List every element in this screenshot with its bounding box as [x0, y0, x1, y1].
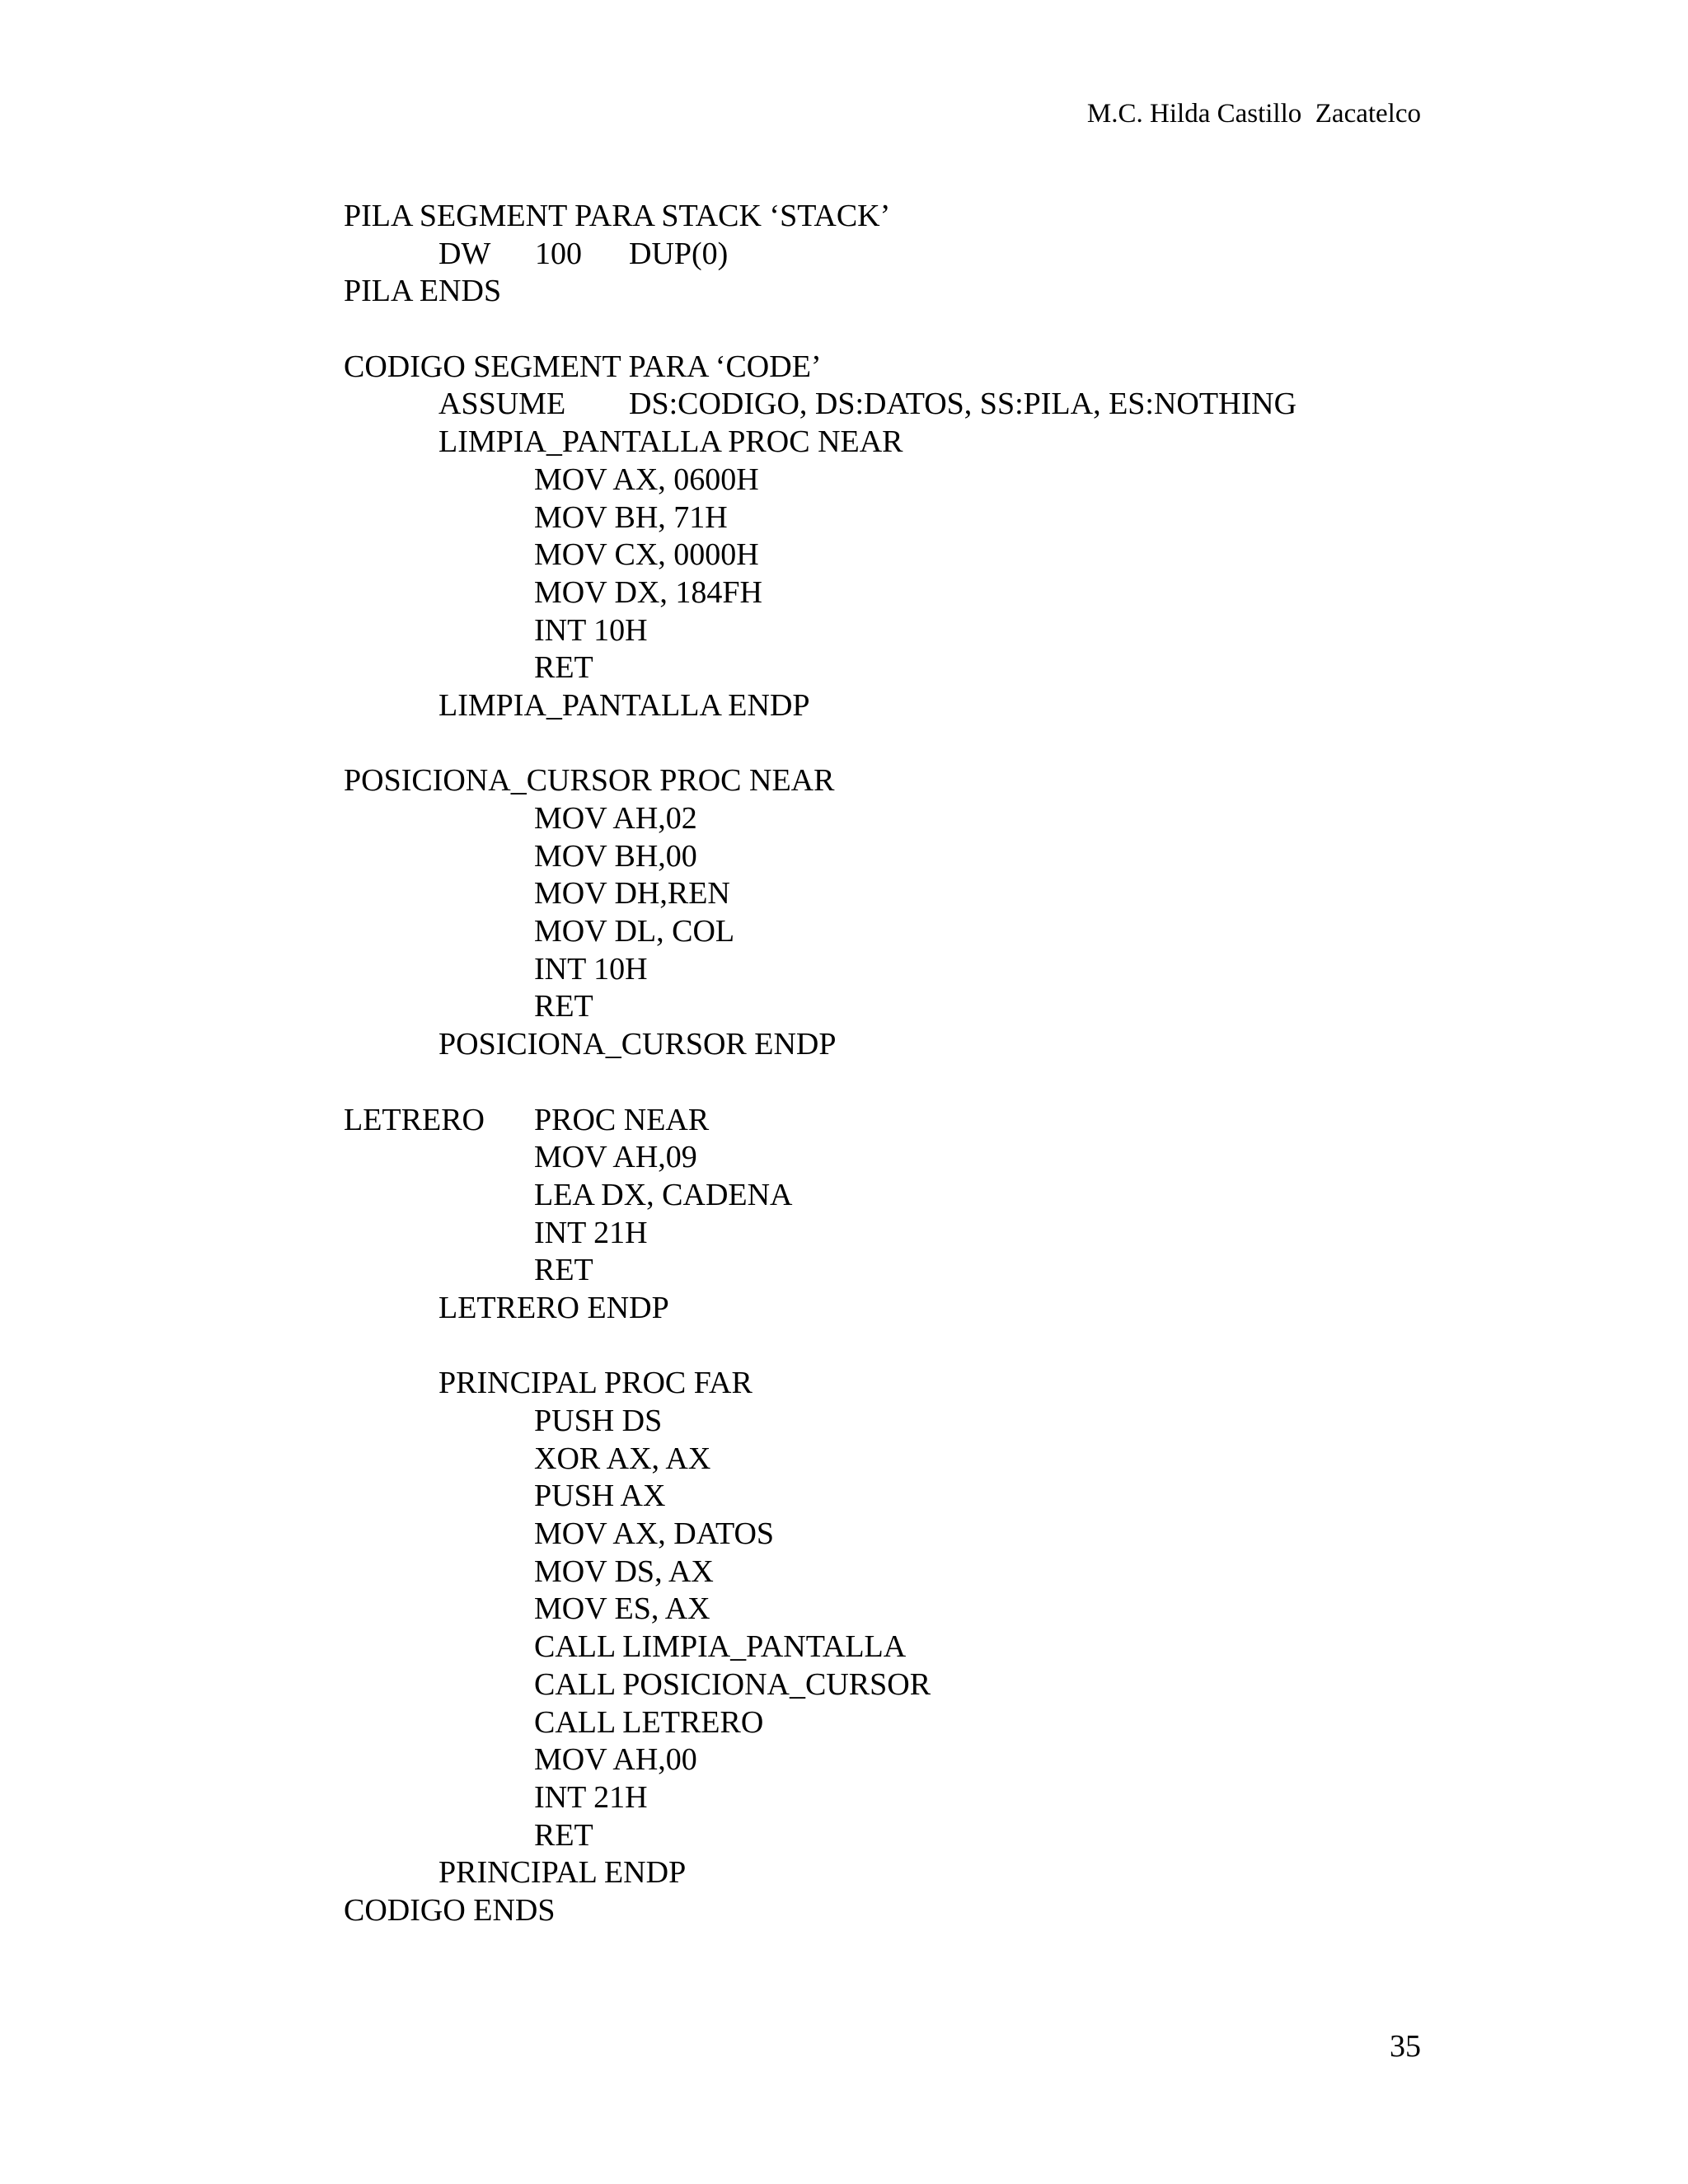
- code-line: PILA SEGMENT PARA STACK ‘STACK’: [344, 199, 891, 233]
- code-line: MOV AH,09: [534, 1140, 697, 1175]
- code-line: INT 10H: [534, 951, 648, 987]
- code-line: PRINCIPAL ENDP: [438, 1855, 687, 1891]
- code-line: CALL LIMPIA_PANTALLA: [534, 1629, 907, 1665]
- code-line: [344, 386, 1296, 424]
- code-line: MOV AX, 0600H: [534, 462, 759, 497]
- blank-line: [344, 1328, 1296, 1366]
- code-line: RET: [534, 1817, 593, 1853]
- code-token: LETRERO: [344, 1102, 485, 1137]
- code-line: MOV DS, AX: [534, 1554, 714, 1589]
- code-line: [344, 236, 1296, 274]
- code-line: MOV DH,REN: [534, 876, 730, 912]
- code-token: PROC NEAR: [534, 1102, 710, 1137]
- code-token: 100: [535, 236, 582, 271]
- code-line: INT 10H: [534, 612, 648, 648]
- code-line: LEA DX, CADENA: [534, 1177, 793, 1212]
- code-line: CALL POSICIONA_CURSOR: [534, 1666, 931, 1702]
- code-line: PUSH DS: [534, 1404, 663, 1438]
- code-listing: [344, 198, 1296, 1930]
- code-line: POSICIONA_CURSOR ENDP: [438, 1027, 837, 1062]
- code-line: MOV ES, AX: [534, 1591, 710, 1627]
- code-line: RET: [534, 989, 593, 1024]
- code-token: DS:CODIGO, DS:DATOS, SS:PILA, ES:NOTHING: [629, 387, 1297, 422]
- code-line: CODIGO SEGMENT PARA ‘CODE’: [344, 349, 822, 384]
- code-line: PUSH AX: [534, 1479, 666, 1514]
- code-line: MOV BH,00: [534, 838, 697, 874]
- code-line: MOV CX, 0000H: [534, 537, 759, 573]
- code-line: MOV AH,02: [534, 801, 697, 836]
- code-line: LIMPIA_PANTALLA PROC NEAR: [438, 424, 903, 460]
- code-line: XOR AX, AX: [534, 1441, 711, 1476]
- code-line: MOV AH,00: [534, 1742, 697, 1778]
- code-line: INT 21H: [534, 1779, 648, 1815]
- blank-line: [344, 725, 1296, 763]
- code-line: LIMPIA_PANTALLA ENDP: [438, 687, 810, 723]
- code-line: RET: [534, 650, 593, 686]
- code-token: DW: [438, 236, 491, 271]
- code-token: ASSUME: [438, 387, 566, 422]
- code-line: INT 21H: [534, 1215, 648, 1250]
- code-line: MOV DX, 184FH: [534, 574, 762, 610]
- code-line: MOV BH, 71H: [534, 499, 728, 535]
- code-line: PRINCIPAL PROC FAR: [438, 1366, 753, 1401]
- code-line: CALL LETRERO: [534, 1704, 764, 1740]
- blank-line: [344, 1064, 1296, 1102]
- blank-line: [344, 311, 1296, 349]
- code-line: POSICIONA_CURSOR PROC NEAR: [344, 763, 835, 799]
- code-line: LETRERO ENDP: [438, 1290, 669, 1325]
- code-line: MOV AX, DATOS: [534, 1516, 775, 1552]
- page-header-author: M.C. Hilda Castillo Zacatelco: [1086, 99, 1421, 129]
- page-number: 35: [1390, 2029, 1421, 2064]
- code-line: [344, 1102, 1296, 1140]
- code-line: MOV DL, COL: [534, 914, 735, 949]
- code-token: DUP(0): [629, 236, 729, 271]
- code-line: PILA ENDS: [344, 274, 502, 309]
- code-line: RET: [534, 1253, 593, 1288]
- code-line: CODIGO ENDS: [344, 1892, 556, 1928]
